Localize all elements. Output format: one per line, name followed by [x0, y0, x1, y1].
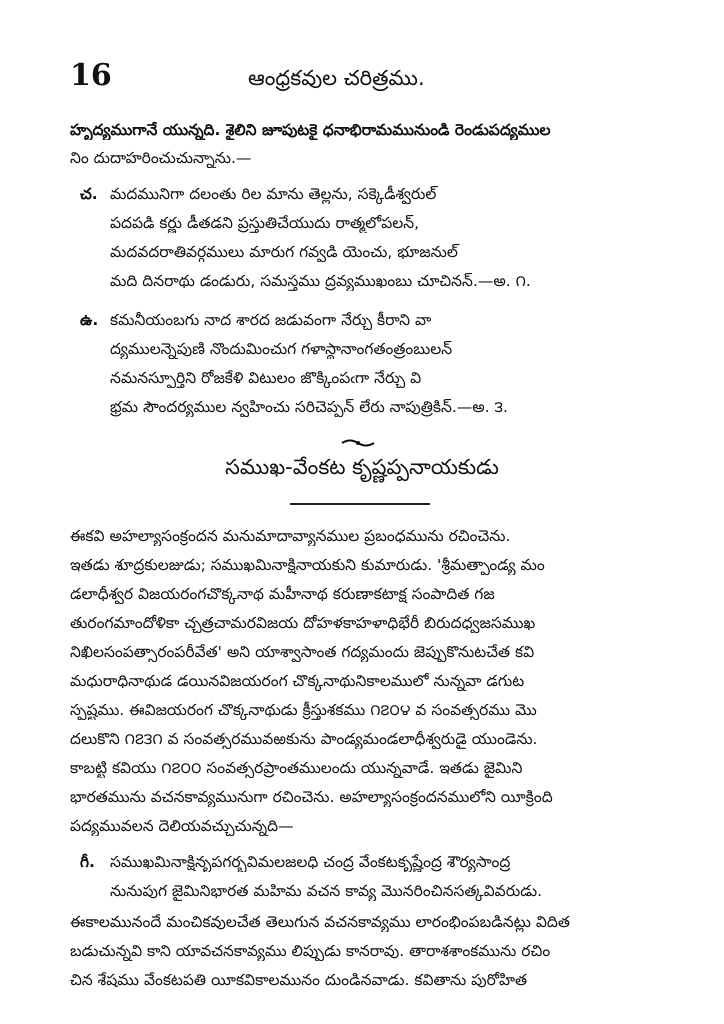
- intro-line-2: నిం దుదాహరించుచున్నాను.—: [70, 149, 252, 167]
- poem-3-marker: గీ.: [80, 853, 95, 871]
- section-title: సముఖ-వేంకట కృష్ణప్పనాయకుడు: [225, 455, 499, 479]
- body-line-2: ఇతడు శూద్రకులజుడు; సముఖమినాక్షినాయకుని కుమారుడు. 'శ్రీమత్పాండ్య మం: [70, 556, 545, 574]
- poem-2-line-1: కమనీయంబగు నాద శారద జడువంగా నేర్చు కీరాని వా: [110, 311, 432, 329]
- body-line-5: నిఖిలసంపత్సారంపరీవేత' అని యాశ్వాసాంత గద్యమందు జెప్పుకొనుటచేత కవి: [70, 643, 535, 661]
- poem-1-line-2: పదపడి కర్ణు డీతడని ప్రస్తుతిచేయుదు రాత్మలోపలన్,: [110, 214, 420, 232]
- body-line-10: భారతమును వచనకావ్యమునుగా రచించెను. అహల్యాసంక్రందనములోని యీక్రింది: [70, 788, 553, 806]
- ornament-icon: [340, 438, 376, 448]
- body-line-1: ఈకవి అహల్యాసంక్రందన మనుమాదావ్యానముల ప్రబంధమును రచించెను.: [70, 527, 511, 545]
- closing-line-2: బడుచున్నవి కాని యావచనకావ్యము లిప్పుడు కానరావు. తారాశశాంకమును రచిం: [70, 942, 551, 960]
- poem-2-marker: ఉ.: [80, 311, 99, 329]
- poem-1-line-1: మదమునిగా దలంతు రిల మాను తెల్లను, సక్కెడీశ్వరుల్: [110, 185, 437, 203]
- title-underline: [290, 503, 430, 505]
- poem-1-marker: చ.: [80, 185, 98, 203]
- page-number: 16: [70, 58, 112, 93]
- closing-line-1: ఈకాలమునందే మంచికవులచేత తెలుగున వచనకావ్యము లారంభింపబడినట్లు విదిత: [70, 913, 570, 931]
- poem-2-line-3: నమనస్ఫూర్తిని రోజకేళి విటులం జొక్కింపఁగా నేర్చు వి: [110, 369, 422, 387]
- intro-line-1: హృద్యముగానే యున్నది. శైలిని జూపుటకై ధనాభిరామమునుండి రెండుపద్యముల: [70, 121, 551, 139]
- closing-line-3: చిన శేషము వేంకటపతి యీకవికాలమునం దుండినవాడు. కవితాను పురోహిత: [70, 971, 528, 989]
- body-line-6: మధురాధినాథుడ డయినవిజయరంగ చొక్కనాథునికాలములో నున్నవా డగుట: [70, 672, 525, 690]
- poem-2-line-2: ద్యములన్నెపుణి నొందుమించుగ గళాస్థానాంగతంత్రంబులన్: [110, 340, 453, 358]
- poem-1-line-3: మదవదరాతివర్గములు మారుగ గవ్వడి యెంచు, భూజనుల్: [110, 243, 458, 261]
- body-line-7: స్పష్టము. ఈవిజయరంగ చొక్కనాథుడు క్రీస్తుశకము ౧౭౦౪ వ సంవత్సరము మొ: [70, 701, 537, 719]
- poem-2-line-4: భ్రమ సౌందర్యముల న్వహించు సరిచెప్పన్ లేరు నాపుత్రికిన్.—అ. ౩.: [110, 398, 508, 416]
- poem-3-line-1: సముఖమినాక్షినృపగర్భవిమలజలధి చంద్ర వేంకటకృష్ణేంద్ర శౌర్యసాంద్ర: [110, 853, 511, 871]
- body-line-4: తురంగమాందోళికా చ్ఛత్రచామరవిజయ దోహళకాహళాధిభేరీ బిరుదధ్వజసముఖ: [70, 614, 536, 632]
- running-title: ఆంధ్రకవుల చరిత్రము.: [248, 66, 425, 90]
- poem-3-line-2: నునుపుగ జైమినిభారత మహిమ వచన కావ్య మొనరించినసత్కవివరుడు.: [110, 882, 543, 900]
- body-line-9: కాబట్టి కవియు ౧౭౦౦ సంవత్సరప్రాంతములందు యున్నవాడే. ఇతడు జైమిని: [70, 759, 523, 777]
- page-header: [70, 58, 670, 98]
- poem-1-line-4: మది దినరాథు డండురు, సమస్తము ద్రవ్యముఖంబు చూచినన్.—అ. ౧.: [110, 272, 531, 290]
- body-line-11: పద్యమువలన దెలియవచ్చుచున్నది—: [70, 817, 294, 835]
- body-line-3: డలాధీశ్వర విజయరంగచొక్కనాథ మహీనాథ కరుణాకటాక్ష సంపాదిత గజ: [70, 585, 495, 603]
- body-line-8: దలుకొని ౧౭౩౧ వ సంవత్సరమువఱకును పాండ్యమండలాధీశ్వరుడై యుండెను.: [70, 730, 538, 748]
